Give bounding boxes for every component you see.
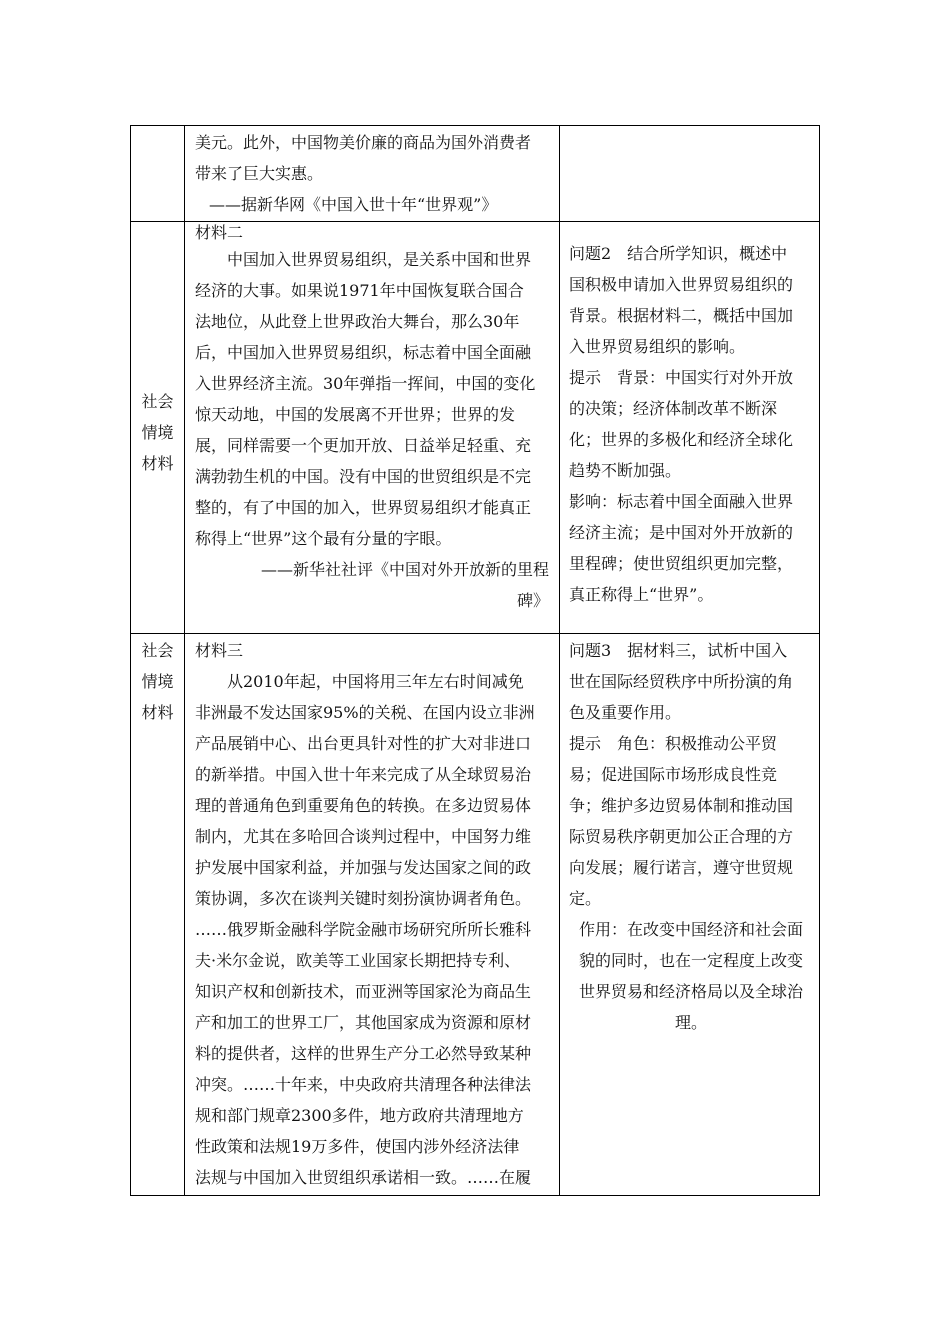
text-line: 夫·米尔金说，欧美等工业国家长期把持专利、 bbox=[195, 951, 521, 970]
text-line: 惊天动地，中国的发展离不开世界；世界的发 bbox=[195, 405, 516, 424]
question-line: 国积极申请加入世界贸易组织的 bbox=[569, 275, 794, 294]
text-line: 性政策和法规19万多件，使国内涉外经济法律 bbox=[195, 1137, 520, 1156]
source-citation: 碑》 bbox=[516, 591, 549, 610]
text-line: 非洲最不发达国家95%的关税、在国内设立非洲 bbox=[195, 703, 535, 722]
hint-line: 真正称得上“世界”。 bbox=[569, 585, 714, 604]
text-line: 称得上“世界”这个最有分量的字眼。 bbox=[195, 529, 452, 548]
row-label-line: 情境 bbox=[141, 672, 174, 691]
row2-material-cell bbox=[185, 222, 560, 634]
text-line: 从2010年起，中国将用三年左右时间减免 bbox=[227, 672, 524, 691]
text-line: 美元。此外，中国物美价廉的商品为国外消费者 bbox=[195, 133, 532, 152]
text-line: 策协调，多次在谈判关键时刻扮演协调者角色。 bbox=[195, 889, 532, 908]
row-label-line: 社会 bbox=[141, 392, 174, 411]
question-line: 问题3 据材料三，试析中国入 bbox=[569, 641, 788, 660]
hint-line: 定。 bbox=[569, 889, 602, 908]
hint-line: 提示 背景：中国实行对外开放 bbox=[569, 368, 794, 387]
text-line: 制内，尤其在多哈回合谈判过程中，中国努力维 bbox=[195, 827, 532, 846]
hint-line: 的决策；经济体制改革不断深 bbox=[569, 399, 778, 418]
hint-line: 理。 bbox=[674, 1013, 707, 1032]
row-label-line: 情境 bbox=[141, 423, 174, 442]
hint-line: 作用：在改变中国经济和社会面 bbox=[578, 920, 803, 939]
hint-line: 貌的同时，也在一定程度上改变 bbox=[578, 951, 803, 970]
hint-line: 争；维护多边贸易体制和推动国 bbox=[569, 796, 794, 815]
text-line: 法规与中国加入世贸组织承诺相一致。……在履 bbox=[195, 1168, 532, 1187]
question-line: 世在国际经贸秩序中所扮演的角 bbox=[569, 672, 794, 691]
question-line: 色及重要作用。 bbox=[569, 703, 682, 722]
hint-line: 趋势不断加强。 bbox=[569, 461, 682, 480]
text-line: 法地位，从此登上世界政治大舞台，那么30年 bbox=[195, 312, 520, 331]
text-line: 满勃勃生机的中国。没有中国的世贸组织是不完 bbox=[195, 467, 532, 486]
table-row bbox=[131, 634, 820, 1196]
text-line: 整的，有了中国的加入，世界贸易组织才能真正 bbox=[195, 498, 532, 517]
text-line: 中国加入世界贸易组织，是关系中国和世界 bbox=[227, 250, 532, 269]
table-row bbox=[131, 222, 820, 634]
text-line: 展，同样需要一个更加开放、日益举足轻重、充 bbox=[195, 436, 532, 455]
row-label-line: 材料 bbox=[141, 703, 174, 722]
text-line: 经济的大事。如果说1971年中国恢复联合国合 bbox=[195, 281, 524, 300]
table-row bbox=[131, 126, 820, 222]
hint-line: 经济主流；是中国对外开放新的 bbox=[569, 523, 794, 542]
source-citation: ——新华社社评《中国对外开放新的里程 bbox=[260, 560, 549, 579]
text-line: 产和加工的世界工厂，其他国家成为资源和原材 bbox=[195, 1013, 532, 1032]
row-label-line: 社会 bbox=[141, 641, 174, 660]
row3-question-cell bbox=[560, 634, 820, 1196]
source-citation: ——据新华网《中国入世十年“世界观”》 bbox=[209, 195, 498, 214]
question-line: 问题2 结合所学知识，概述中 bbox=[569, 244, 788, 263]
row1-material-cell bbox=[185, 126, 560, 222]
row2-label-cell bbox=[131, 222, 185, 634]
text-line: 后，中国加入世界贸易组织，标志着中国全面融 bbox=[195, 343, 532, 362]
text-line: 的新举措。中国入世十年来完成了从全球贸易治 bbox=[195, 765, 532, 784]
content-table bbox=[130, 125, 820, 1196]
hint-line: 易；促进国际市场形成良性竞 bbox=[569, 765, 778, 784]
text-line: 入世界经济主流。30年弹指一挥间，中国的变化 bbox=[195, 374, 536, 393]
text-line: 料的提供者，这样的世界生产分工必然导致某种 bbox=[195, 1044, 532, 1063]
hint-line: 影响：标志着中国全面融入世界 bbox=[569, 492, 794, 511]
text-line: 护发展中国家利益，并加强与发达国家之间的政 bbox=[195, 858, 532, 877]
row1-question-cell bbox=[560, 126, 820, 222]
hint-line: 里程碑；使世贸组织更加完整， bbox=[569, 554, 794, 573]
row3-material-cell bbox=[185, 634, 560, 1196]
question-line: 背景。根据材料二，概括中国加 bbox=[569, 306, 794, 325]
question-line: 入世界贸易组织的影响。 bbox=[569, 337, 746, 356]
row2-question-cell bbox=[560, 222, 820, 634]
text-line: 冲突。……十年来，中央政府共清理各种法律法 bbox=[195, 1075, 532, 1094]
row3-label-cell bbox=[131, 634, 185, 1196]
row1-label-cell bbox=[131, 126, 185, 222]
material-title: 材料二 bbox=[195, 223, 244, 242]
text-line: ……俄罗斯金融科学院金融市场研究所所长雅科 bbox=[195, 920, 532, 939]
text-line: 带来了巨大实惠。 bbox=[195, 164, 324, 183]
hint-line: 际贸易秩序朝更加公正合理的方 bbox=[569, 827, 794, 846]
hint-line: 向发展；履行诺言，遵守世贸规 bbox=[569, 858, 794, 877]
text-line: 规和部门规章2300多件，地方政府共清理地方 bbox=[195, 1106, 524, 1125]
material-title: 材料三 bbox=[195, 641, 244, 660]
row-label-line: 材料 bbox=[141, 454, 174, 473]
hint-line: 提示 角色：积极推动公平贸 bbox=[569, 734, 778, 753]
text-line: 产品展销中心、出台更具针对性的扩大对非进口 bbox=[195, 734, 532, 753]
hint-line: 化；世界的多极化和经济全球化 bbox=[569, 430, 794, 449]
hint-line: 世界贸易和经济格局以及全球治 bbox=[578, 982, 803, 1001]
text-line: 理的普通角色到重要角色的转换。在多边贸易体 bbox=[195, 796, 532, 815]
text-line: 知识产权和创新技术，而亚洲等国家沦为商品生 bbox=[195, 982, 532, 1001]
